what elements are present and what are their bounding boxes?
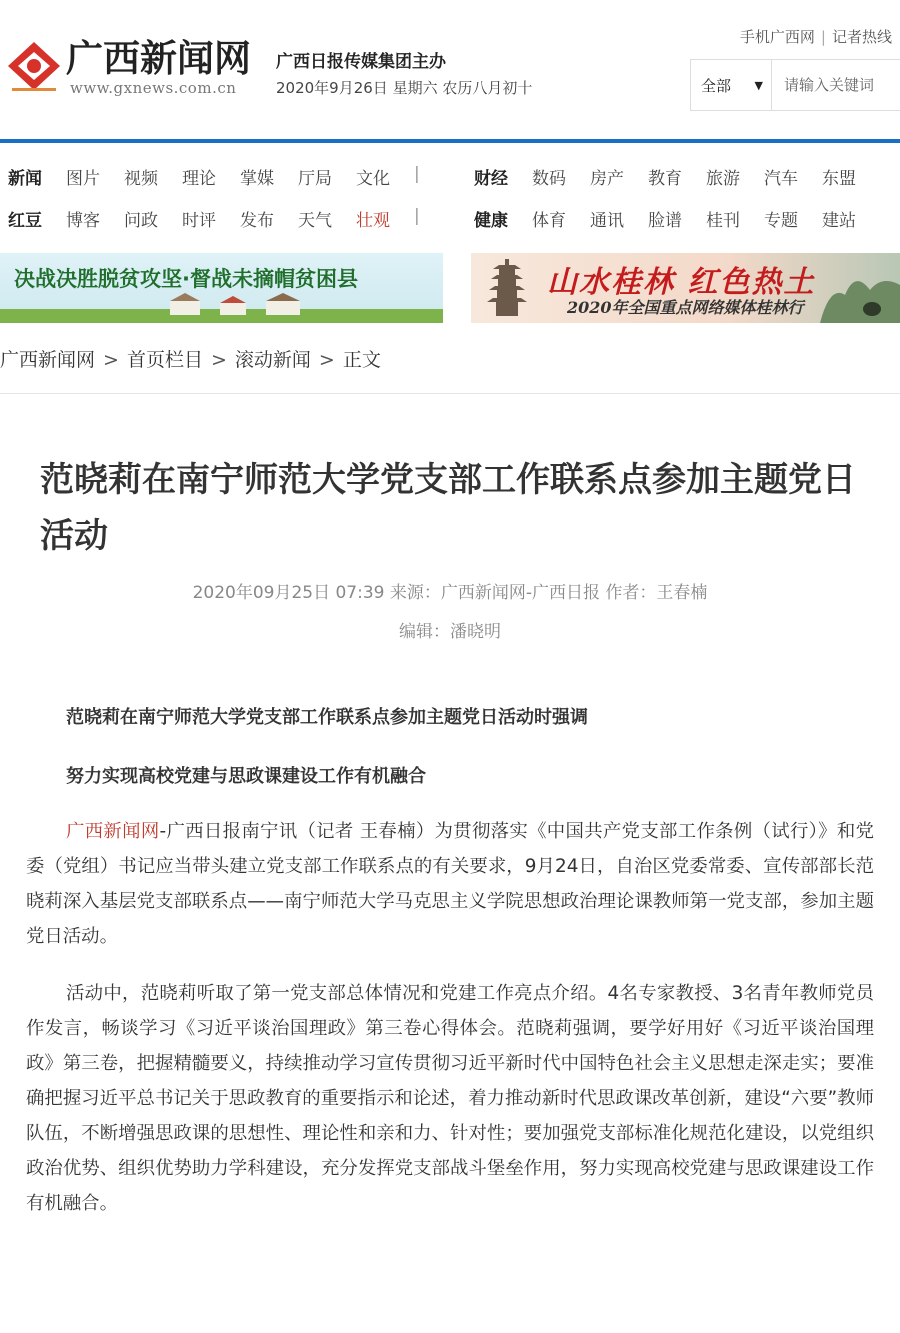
- top-links: 手机广西网 | 记者热线: [739, 28, 892, 46]
- nav-row-1: [8, 164, 462, 189]
- karst-hills-icon: [820, 265, 900, 323]
- poverty-campaign-banner[interactable]: [0, 253, 443, 323]
- pagoda-icon: [475, 255, 545, 323]
- nav-item[interactable]: 天气: [298, 211, 332, 231]
- organizer-text: 广西日报传媒集团主办: [276, 52, 446, 72]
- nav-item[interactable]: 新闻: [8, 169, 42, 189]
- village-houses-icon: [170, 293, 310, 315]
- nav-item[interactable]: 建站: [822, 211, 856, 231]
- paragraph-text: -广西日报南宁讯（记者 王春楠）为贯彻落实《中国共产党支部工作条例（试行）》和党委（党组）书记应当带头建立党支部工作联系点的有关要求，9月24日，自治区党委常委、宣传部部长范晓莉深入基层党支部联系点——南宁师范大学马克思主义学院思想政治理论课教师第一党支部，参加主题党日活动。: [26, 821, 874, 947]
- nav-item[interactable]: 体育: [532, 211, 566, 231]
- dropdown-arrow-icon: ▼: [754, 78, 763, 92]
- nav-item[interactable]: 时评: [182, 211, 216, 231]
- main-nav: [0, 158, 900, 242]
- breadcrumb-item[interactable]: 滚动新闻: [234, 349, 311, 371]
- logo-emblem-icon: [4, 36, 64, 96]
- nav-item[interactable]: 图片: [66, 169, 100, 189]
- current-date: 2020年9月26日 星期六 农历八月初十: [276, 79, 533, 97]
- nav-item[interactable]: 数码: [532, 169, 566, 189]
- site-header: [0, 0, 900, 140]
- nav-item[interactable]: 通讯: [590, 211, 624, 231]
- banner-headline: 决战决胜脱贫攻坚·督战未摘帽贫困县: [14, 267, 358, 291]
- logo-url: www.gxnews.com.cn: [70, 79, 237, 97]
- search-category-label: 全部: [701, 76, 732, 95]
- logo-name: 广西新闻网: [66, 36, 251, 80]
- article-editor: 编辑：潘晓明: [399, 622, 501, 642]
- nav-item[interactable]: 掌媒: [240, 169, 274, 189]
- article-title: 范晓莉在南宁师范大学党支部工作联系点参加主题党日活动: [40, 460, 856, 556]
- nav-row-1-right: [474, 164, 880, 189]
- nav-item[interactable]: 理论: [182, 169, 216, 189]
- nav-row-2-right: [474, 206, 880, 231]
- banner-subtitle: 2020年全国重点网络媒体桂林行: [567, 298, 804, 317]
- nav-separator: |: [414, 206, 420, 226]
- nav-row-2: [8, 206, 462, 231]
- article-subhead: 努力实现高校党建与思政课建设工作有机融合: [66, 766, 426, 787]
- header-divider: [0, 139, 900, 143]
- nav-item[interactable]: 财经: [474, 169, 508, 189]
- nav-item[interactable]: 问政: [124, 211, 158, 231]
- nav-item[interactable]: 汽车: [764, 169, 798, 189]
- article-meta: 2020年09月25日 07:39 来源：广西新闻网-广西日报 作者：王春楠: [192, 583, 708, 603]
- nav-item[interactable]: 房产: [590, 169, 624, 189]
- nav-item[interactable]: 视频: [124, 169, 158, 189]
- nav-item[interactable]: 红豆: [8, 211, 42, 231]
- article-subhead: 范晓莉在南宁师范大学党支部工作联系点参加主题党日活动时强调: [66, 707, 588, 728]
- breadcrumb-item[interactable]: 广西新闻网: [0, 349, 96, 371]
- search-input[interactable]: [782, 75, 900, 95]
- breadcrumb-current: 正文: [342, 349, 381, 371]
- guilin-tour-banner[interactable]: [471, 253, 900, 323]
- article-paragraph: [26, 814, 874, 954]
- nav-item[interactable]: 旅游: [706, 169, 740, 189]
- source-link[interactable]: 广西新闻网: [66, 821, 160, 842]
- breadcrumb-item[interactable]: 首页栏目: [126, 349, 203, 371]
- nav-item[interactable]: 博客: [66, 211, 100, 231]
- article-paragraph: 活动中，范晓莉听取了第一党支部总体情况和党建工作亮点介绍。4名专家教授、3名青年教师党员作发言，畅谈学习《习近平谈治国理政》第三卷心得体会。范晓莉强调，要学好用好《习近平谈治国理政》第三卷，把握精髓要义，持续推动学习宣传贯彻习近平新时代中国特色社会主义思想走深走实；要准确把握习近平总书记关于思政教育的重要指示和论述，着力推动新时代思政课改革创新，建设“六要”教师队伍，不断增强思政课的思想性、理论性和亲和力、针对性；要加强党支部标准化规范化建设，以党组织政治优势、组织优势助力学科建设，充分发挥党支部战斗堡垒作用，努力实现高校党建与思政课建设工作有机融合。: [26, 983, 874, 1214]
- nav-item[interactable]: 文化: [356, 169, 390, 189]
- nav-item[interactable]: 厅局: [298, 169, 332, 189]
- nav-item[interactable]: 发布: [240, 211, 274, 231]
- breadcrumb-divider: [0, 393, 900, 394]
- reporter-hotline-link[interactable]: 记者热线: [831, 28, 892, 46]
- nav-separator: |: [414, 164, 420, 184]
- nav-item[interactable]: 东盟: [822, 169, 856, 189]
- nav-item[interactable]: 桂刊: [706, 211, 740, 231]
- nav-item[interactable]: 专题: [764, 211, 798, 231]
- nav-item[interactable]: 教育: [648, 169, 682, 189]
- nav-item[interactable]: 健康: [474, 211, 508, 231]
- banner-title: 山水桂林 红色热土: [547, 265, 816, 300]
- nav-item[interactable]: 壮观: [356, 211, 390, 231]
- breadcrumb: 广西新闻网 > 首页栏目 > 滚动新闻 > 正文: [0, 349, 381, 371]
- nav-item[interactable]: 脸谱: [648, 211, 682, 231]
- search-box: [690, 59, 900, 111]
- search-category-select[interactable]: [691, 60, 772, 110]
- mobile-site-link[interactable]: 手机广西网: [739, 28, 815, 46]
- site-logo[interactable]: [4, 36, 251, 96]
